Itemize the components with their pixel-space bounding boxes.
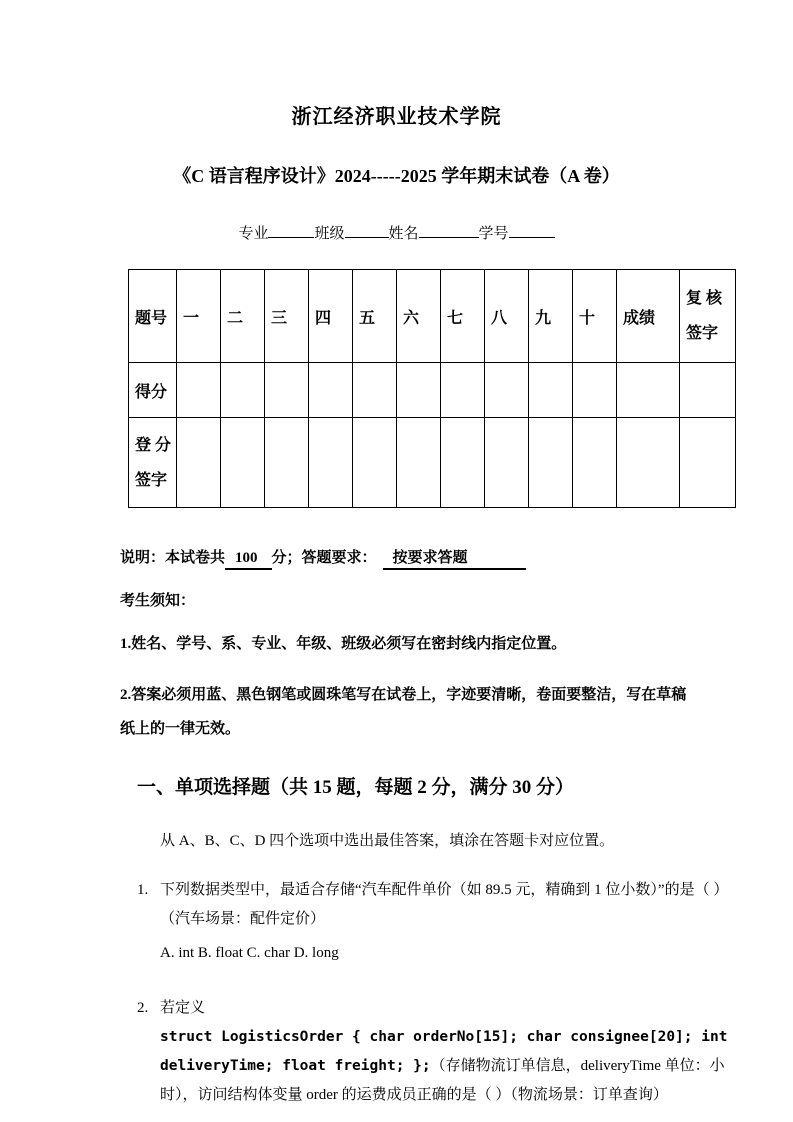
question-number-header: 题号 [129,270,177,363]
sign-cell-q4 [309,418,353,508]
notice-item-1: 1.姓名、学号、系、专业、年级、班级必须写在密封线内指定位置。 [120,636,567,652]
review-signature-header [680,270,736,363]
col-header-q1: 一 [177,270,221,363]
sign-cell-q6 [397,418,441,508]
instruction-middle: 分；答题要求： [271,550,377,566]
sign-cell-q8 [485,418,529,508]
question-1-body [160,876,735,968]
sign-cell-q9 [529,418,573,508]
question-1-options: A. int B. float C. char D. long [160,945,339,961]
col-header-q7: 七 [441,270,485,363]
sign-cell-q5 [353,418,397,508]
question-1 [0,876,793,968]
question-2-number: 2. [137,1000,149,1016]
question-2-lead: 若定义 [160,1000,206,1016]
recorder-signature-row [129,418,736,508]
question-1-text: 下列数据类型中，最适合存储“汽车配件单价（如 89.5 元，精确到 1 位小数）”的是（ ）（汽车场景：配件定价） [160,882,729,927]
recorder-label-line1: 登 分 [135,436,172,454]
sign-cell-q7 [441,418,485,508]
review-header-line1: 复 核 [686,290,723,307]
score-cell-q6 [397,363,441,418]
col-header-q9: 九 [529,270,573,363]
score-row-label: 得分 [129,363,177,418]
notice-item-2: 2.答案必须用蓝、黑色钢笔或圆珠笔写在试卷上，字迹要清晰，卷面要整洁，写在草稿纸上的一律无效。 [120,687,687,737]
sign-cell-review [680,418,736,508]
question-2-body [160,994,735,1110]
question-2-text [160,1023,735,1110]
section-one-heading: 一、单项选择题（共 15 题，每题 2 分，满分 30 分） [137,777,575,798]
col-header-q2: 二 [221,270,265,363]
score-cell-q7 [441,363,485,418]
exam-instruction-line [120,546,793,567]
score-cell-q4 [309,363,353,418]
student-id-blank [509,223,555,238]
name-blank [419,223,479,238]
question-2-code: struct LogisticsOrder { char orderNo[15]; char consignee[20]; int deliveryTime; float freight; }; [160,1029,728,1074]
sign-cell-q3 [265,418,309,508]
sign-cell-total [617,418,680,508]
major-blank [268,223,314,238]
question-2-row [137,994,793,1110]
score-col-header: 成绩 [617,270,680,363]
name-label: 姓名 [388,226,419,242]
question-1-row [137,876,793,968]
review-header-line2: 签字 [686,325,719,342]
score-cell-review [680,363,736,418]
score-cell-q2 [221,363,265,418]
score-row [129,363,736,418]
question-1-number: 1. [137,882,149,898]
col-header-q4: 四 [309,270,353,363]
sign-cell-q1 [177,418,221,508]
section-one-intro: 从 A、B、C、D 四个选项中选出最佳答案，填涂在答题卡对应位置。 [160,833,615,849]
score-cell-q8 [485,363,529,418]
score-table [128,269,736,508]
exam-title: 《C 语言程序设计》2024-----2025 学年期末试卷（A 卷） [173,166,620,186]
score-table-header-row [129,270,736,363]
score-cell-q5 [353,363,397,418]
total-points-value: 100 [225,550,272,570]
student-info-line [0,222,793,243]
question-2-tail: （存储物流订单信息，deliveryTime 单位：小时），访问结构体变量 order 的运费成员正确的是（ ）（物流场景：订单查询） [160,1058,725,1103]
class-blank [345,223,389,238]
col-header-q5: 五 [353,270,397,363]
instruction-prefix: 说明：本试卷共 [120,550,226,566]
col-header-q10: 十 [573,270,617,363]
major-label: 专业 [238,226,269,242]
recorder-signature-label [129,418,177,508]
score-cell-q10 [573,363,617,418]
sign-cell-q10 [573,418,617,508]
answer-requirement: 按要求答题 [383,550,526,570]
score-cell-q3 [265,363,309,418]
student-id-label: 学号 [478,226,509,242]
score-cell-q9 [529,363,573,418]
school-name: 浙江经济职业技术学院 [291,106,502,128]
col-header-q8: 八 [485,270,529,363]
col-header-q3: 三 [265,270,309,363]
question-2 [0,994,793,1110]
score-cell-total [617,363,680,418]
score-cell-q1 [177,363,221,418]
class-label: 班级 [314,226,345,242]
sign-cell-q2 [221,418,265,508]
col-header-q6: 六 [397,270,441,363]
recorder-label-line2: 签字 [135,471,168,489]
notice-title: 考生须知： [120,593,196,609]
